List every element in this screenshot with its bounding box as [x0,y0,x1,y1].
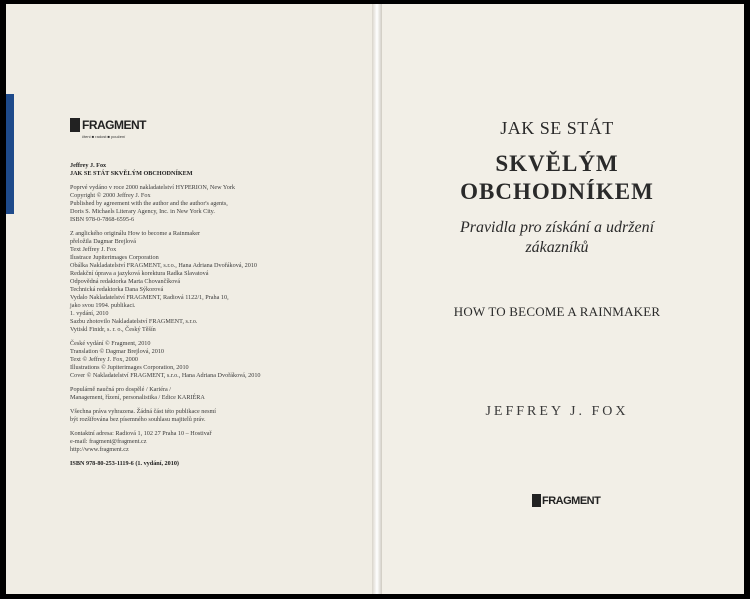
imprint-line: Populárně naučná pro dospělé / Kariéra / [70,386,172,393]
imprint-line: Vytiskl Finidr, s. r. o., Český Těšín [70,326,156,333]
publisher-logo-left [70,118,146,132]
imprint-line: Jeffrey J. Fox [70,162,107,169]
imprint-block [70,230,360,334]
imprint-block [70,460,360,468]
imprint-line: Published by agreement with the author and the author's agents, [70,200,228,207]
imprint-block [70,184,360,224]
original-title: HOW TO BECOME A RAINMAKER [453,304,661,319]
imprint-line: přeložila Dagmar Brejlová [70,238,136,245]
imprint-line: http://www.fragment.cz [70,446,129,453]
imprint-line: Text © Jeffrey J. Fox, 2000 [70,356,138,363]
imprint-line: Obálka Nakladatelství FRAGMENT, s.r.o., Hana Adriana Dvořáková, 2010 [70,262,258,269]
imprint-block [70,162,360,178]
imprint-line: JAK SE STÁT SKVĚLÝM OBCHODNÍKEM [70,170,193,177]
fragment-logo-icon [532,494,541,507]
subtitle: Pravidla pro získání a udržení zákazníků [459,219,655,256]
imprint-block [70,408,360,424]
book-gutter [372,4,382,594]
book-edge-strip [6,94,14,214]
main-title-line-2: OBCHODNÍKEM [460,179,654,204]
imprint-line: Doris S. Michaels Literary Agency, Inc. in New York City. [70,208,215,215]
publisher-logo-text-right: FRAGMENT [542,494,601,507]
imprint-line: Technická redaktorka Dana Sýkorová [70,286,164,293]
pre-title: JAK SE STÁT [500,118,614,138]
publisher-tagline: čtení ■ radost ■ poučení [82,134,126,139]
imprint-line: e-mail: fragment@fragment.cz [70,438,147,445]
imprint-line: Z anglického originálu How to become a Rainmaker [70,230,201,237]
imprint-block [70,386,360,402]
imprint-line: být rozšiřována bez písemného souhlasu majitelů práv. [70,416,206,423]
publisher-logo-text: FRAGMENT [82,118,146,132]
imprint-line: Kontaktní adresa: Radiová 1, 102 27 Praha 10 – Hostivař [70,430,212,437]
imprint-line: České vydání © Fragment, 2010 [70,340,151,347]
imprint-line: Translation © Dagmar Brejlová, 2010 [70,348,165,355]
imprint-line: Management, řízení, personalistika / Edice KARIÉRA [70,394,205,401]
imprint-line: Všechna práva vyhrazena. Žádná část této publikace nesmí [70,408,217,415]
imprint-line: Poprvé vydáno v roce 2000 nakladatelství HYPERION, New York [70,184,235,191]
imprint-line: Redakční úprava a jazyková korektura Radka Slavatová [70,270,209,277]
imprint-line: Text Jeffrey J. Fox [70,246,117,253]
imprint-line: Vydalo Nakladatelství FRAGMENT, Radiová 1122/1, Praha 10, [70,294,229,301]
imprint-block [70,340,360,380]
imprint-block [70,430,360,454]
imprint-line: jako svou 1994. publikaci. [70,302,136,309]
fragment-logo-icon [70,118,80,132]
imprint-line: Ilustrace Jupiterimages Corporation [70,254,159,261]
imprint-line: Copyright © 2000 Jeffrey J. Fox [70,192,151,199]
imprint-line: Illustrations © Jupiterimages Corporation, 2010 [70,364,189,371]
author-name: JEFFREY J. FOX [485,404,629,419]
publisher-logo-right [532,494,600,507]
imprint-line: ISBN 978-80-253-1119-6 (1. vydání, 2010) [70,460,179,467]
imprint-line: ISBN 978-0-7868-6595-6 [70,216,135,223]
main-title-line-1: SKVĚLÝM [495,151,619,176]
imprint-line: Sazbu zhotovilo Nakladatelství FRAGMENT, s.r.o. [70,318,198,325]
imprint-text [70,162,360,474]
imprint-line: Odpovědná redaktorka Marta Chovančíková [70,278,181,285]
imprint-line: 1. vydání, 2010 [70,310,109,317]
main-title [376,150,738,206]
imprint-line: Cover © Nakladatelství FRAGMENT, s.r.o., Hana Adriana Dvořáková, 2010 [70,372,261,379]
